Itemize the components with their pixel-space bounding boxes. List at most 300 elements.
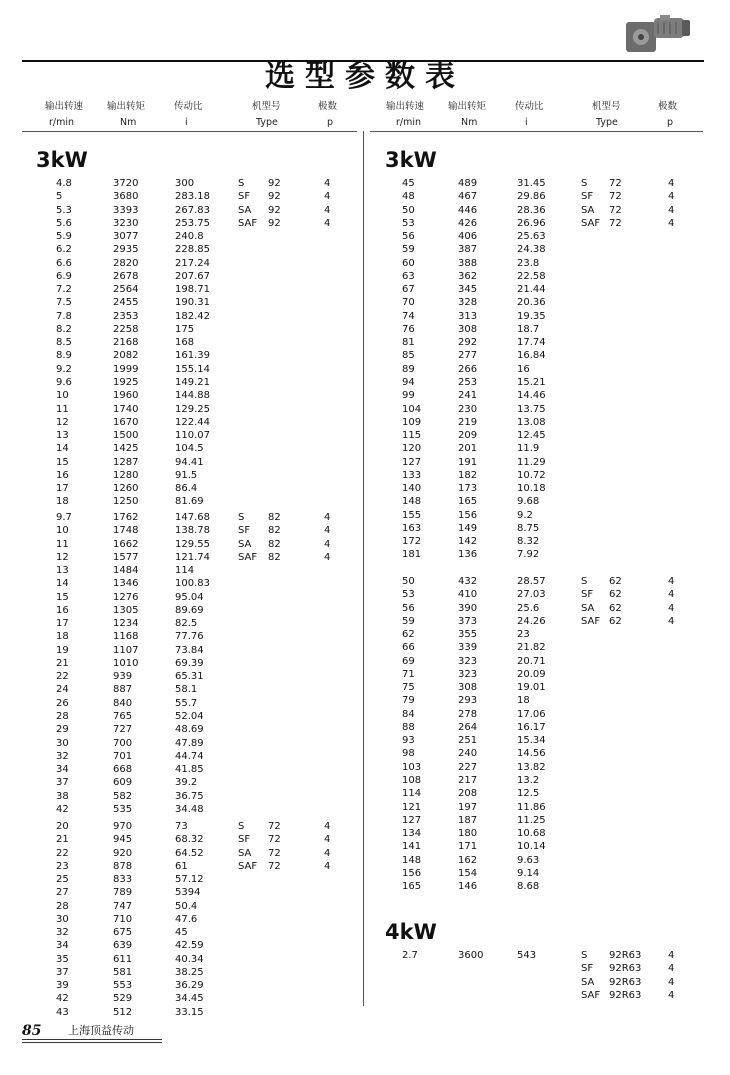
ratio-cell: 155.14 — [175, 363, 210, 375]
torque-cell: 1168 — [113, 631, 139, 643]
torque-cell: 426 — [458, 217, 478, 229]
torque-cell: 747 — [113, 900, 133, 912]
ratio-cell: 58.1 — [175, 684, 198, 696]
ratio-cell: 82.5 — [175, 618, 198, 630]
torque-cell: 1346 — [113, 578, 139, 590]
torque-cell: 553 — [113, 980, 133, 992]
speed-cell: 34 — [56, 764, 69, 776]
ratio-cell: 12.5 — [517, 788, 540, 800]
type-size-cell: 62 — [609, 602, 622, 614]
ratio-cell: 28.57 — [517, 576, 546, 587]
ratio-cell: 12.45 — [517, 430, 546, 442]
type-prefix-cell: SA — [238, 204, 252, 216]
torque-cell: 201 — [458, 443, 478, 455]
torque-cell: 700 — [113, 737, 133, 749]
torque-cell: 2564 — [113, 284, 139, 296]
speed-cell: 45 — [402, 178, 415, 189]
table-row — [0, 217, 730, 230]
type-prefix-cell: S — [238, 821, 245, 832]
ratio-cell: 36.29 — [175, 980, 204, 992]
torque-cell: 1762 — [113, 512, 139, 523]
poles-cell: 4 — [324, 204, 331, 216]
torque-cell: 323 — [458, 668, 478, 680]
speed-cell: 75 — [402, 682, 415, 694]
ratio-cell: 11.9 — [517, 443, 540, 455]
table-row — [0, 535, 730, 548]
col-poles-unit: p — [667, 117, 674, 128]
ratio-cell: 95.04 — [175, 591, 204, 603]
speed-cell: 14 — [56, 443, 69, 455]
speed-cell: 37 — [56, 777, 69, 789]
torque-cell: 1662 — [113, 538, 139, 550]
speed-cell: 13 — [56, 565, 69, 577]
speed-cell: 60 — [402, 257, 415, 269]
ratio-cell: 16.17 — [517, 721, 546, 733]
ratio-cell: 207.67 — [175, 270, 210, 282]
ratio-cell: 19.35 — [517, 310, 546, 322]
footer-rule — [22, 1039, 162, 1040]
speed-cell: 37 — [56, 966, 69, 978]
ratio-cell: 9.14 — [517, 867, 540, 879]
torque-cell: 765 — [113, 710, 133, 722]
speed-cell: 27 — [56, 887, 69, 899]
torque-cell: 208 — [458, 788, 478, 800]
torque-cell: 240 — [458, 748, 478, 760]
gear-motor-logo — [624, 10, 692, 58]
torque-cell: 970 — [113, 821, 133, 832]
ratio-cell: 23.8 — [517, 257, 540, 269]
speed-cell: 4.8 — [56, 178, 72, 189]
power-heading-right-4kw: 4kW — [385, 920, 437, 944]
table-row — [0, 429, 730, 442]
table-row — [0, 840, 730, 853]
speed-cell: 59 — [402, 615, 415, 627]
table-row — [0, 668, 730, 681]
speed-cell: 9.2 — [56, 363, 72, 375]
ratio-cell: 17.06 — [517, 708, 546, 720]
table-row — [0, 761, 730, 774]
ratio-cell: 16 — [517, 363, 530, 375]
type-size-cell: 82 — [268, 538, 281, 550]
torque-cell: 833 — [113, 874, 133, 886]
ratio-cell: 16.84 — [517, 350, 546, 362]
speed-cell: 21 — [56, 834, 69, 846]
ratio-cell: 81.69 — [175, 496, 204, 508]
ratio-cell: 94.41 — [175, 456, 204, 468]
torque-cell: 339 — [458, 642, 478, 654]
ratio-cell: 73 — [175, 821, 188, 832]
ratio-cell: 23 — [517, 629, 530, 641]
table-row — [0, 615, 730, 628]
speed-cell: 16 — [56, 469, 69, 481]
speed-cell: 181 — [402, 549, 422, 561]
speed-cell: 28 — [56, 710, 69, 722]
torque-cell: 727 — [113, 724, 133, 736]
poles-cell: 4 — [668, 589, 675, 601]
speed-cell: 71 — [402, 668, 415, 680]
ratio-cell: 18 — [517, 695, 530, 707]
torque-cell: 3230 — [113, 217, 139, 229]
table-row — [0, 976, 730, 989]
torque-cell: 1925 — [113, 376, 139, 388]
ratio-cell: 228.85 — [175, 244, 210, 256]
ratio-cell: 182.42 — [175, 310, 210, 322]
torque-cell: 2082 — [113, 350, 139, 362]
torque-cell: 1577 — [113, 551, 139, 563]
speed-cell: 11 — [56, 538, 69, 550]
ratio-cell: 149.21 — [175, 376, 210, 388]
speed-cell: 35 — [56, 953, 69, 965]
spec-table-right-4kw — [0, 949, 730, 1002]
ratio-cell: 122.44 — [175, 416, 210, 428]
ratio-cell: 77.76 — [175, 631, 204, 643]
ratio-cell: 15.21 — [517, 376, 546, 388]
torque-cell: 1425 — [113, 443, 139, 455]
speed-cell: 103 — [402, 761, 422, 773]
speed-cell: 10 — [56, 525, 69, 537]
ratio-cell: 14.46 — [517, 390, 546, 402]
speed-cell: 9.6 — [56, 376, 72, 388]
col-speed-unit: r/min — [396, 117, 422, 128]
type-prefix-cell: SF — [238, 191, 251, 203]
ratio-cell: 240.8 — [175, 231, 204, 243]
speed-cell: 8.2 — [56, 323, 72, 335]
speed-cell: 42 — [56, 803, 69, 815]
torque-cell: 1276 — [113, 591, 139, 603]
type-size-cell: 72 — [268, 860, 281, 872]
ratio-cell: 121.74 — [175, 551, 210, 563]
torque-cell: 467 — [458, 191, 478, 203]
poles-cell: 4 — [324, 191, 331, 203]
table-row — [0, 721, 730, 734]
type-size-cell: 92R63 — [609, 989, 642, 1001]
torque-cell: 136 — [458, 549, 478, 561]
ratio-cell: 33.15 — [175, 1006, 204, 1018]
torque-cell: 308 — [458, 682, 478, 694]
ratio-cell: 100.83 — [175, 578, 210, 590]
type-size-cell: 72 — [268, 847, 281, 859]
col-poles-label: 极数 — [318, 101, 338, 112]
type-size-cell: 62 — [609, 615, 622, 627]
speed-cell: 74 — [402, 310, 415, 322]
torque-cell: 156 — [458, 509, 478, 521]
ratio-cell: 64.52 — [175, 847, 204, 859]
torque-cell: 675 — [113, 927, 133, 939]
table-row — [0, 270, 730, 283]
torque-cell: 710 — [113, 913, 133, 925]
speed-cell: 120 — [402, 443, 422, 455]
type-size-cell: 72 — [609, 204, 622, 216]
type-prefix-cell: S — [238, 178, 245, 189]
torque-cell: 2258 — [113, 323, 139, 335]
ratio-cell: 129.25 — [175, 403, 210, 415]
torque-cell: 362 — [458, 270, 478, 282]
ratio-cell: 24.26 — [517, 615, 546, 627]
poles-cell: 4 — [668, 963, 675, 975]
speed-cell: 127 — [402, 814, 422, 826]
speed-cell: 69 — [402, 655, 415, 667]
type-prefix-cell: SAF — [581, 217, 601, 229]
speed-cell: 18 — [56, 496, 69, 508]
torque-cell: 197 — [458, 801, 478, 813]
spec-table-right-group-1 — [0, 177, 730, 562]
col-ratio-unit: i — [525, 117, 528, 128]
speed-cell: 6.2 — [56, 244, 72, 256]
type-prefix-cell: SA — [581, 602, 595, 614]
ratio-cell: 28.36 — [517, 204, 546, 216]
ratio-cell: 68.32 — [175, 834, 204, 846]
table-row — [0, 310, 730, 323]
col-speed-unit: r/min — [49, 117, 75, 128]
torque-cell: 2678 — [113, 270, 139, 282]
ratio-cell: 26.96 — [517, 217, 546, 229]
table-row — [0, 376, 730, 389]
speed-cell: 39 — [56, 980, 69, 992]
table-row — [0, 283, 730, 296]
ratio-cell: 10.72 — [517, 469, 546, 481]
ratio-cell: 104.5 — [175, 443, 204, 455]
ratio-cell: 144.88 — [175, 390, 210, 402]
torque-cell: 154 — [458, 867, 478, 879]
ratio-cell: 40.34 — [175, 953, 204, 965]
ratio-cell: 11.25 — [517, 814, 546, 826]
torque-cell: 840 — [113, 697, 133, 709]
ratio-cell: 41.85 — [175, 764, 204, 776]
ratio-cell: 48.69 — [175, 724, 204, 736]
torque-cell: 251 — [458, 735, 478, 747]
table-row — [0, 734, 730, 747]
ratio-cell: 52.04 — [175, 710, 204, 722]
ratio-cell: 29.86 — [517, 191, 546, 203]
speed-cell: 22 — [56, 671, 69, 683]
speed-cell: 25 — [56, 874, 69, 886]
poles-cell: 4 — [668, 576, 675, 587]
speed-cell: 84 — [402, 708, 415, 720]
table-row — [0, 336, 730, 349]
speed-cell: 7.8 — [56, 310, 72, 322]
table-row — [0, 509, 730, 522]
speed-cell: 89 — [402, 363, 415, 375]
ratio-cell: 44.74 — [175, 750, 204, 762]
ratio-cell: 147.68 — [175, 512, 210, 523]
ratio-cell: 13.08 — [517, 416, 546, 428]
torque-cell: 142 — [458, 536, 478, 548]
torque-cell: 3600 — [458, 950, 484, 961]
table-row — [0, 900, 360, 913]
table-row — [0, 495, 730, 508]
speed-cell: 7.2 — [56, 284, 72, 296]
ratio-cell: 21.82 — [517, 642, 546, 654]
torque-cell: 489 — [458, 178, 478, 189]
ratio-cell: 65.31 — [175, 671, 204, 683]
speed-cell: 50 — [402, 576, 415, 587]
torque-cell: 611 — [113, 953, 133, 965]
speed-cell: 19 — [56, 644, 69, 656]
speed-cell: 56 — [402, 231, 415, 243]
torque-cell: 180 — [458, 828, 478, 840]
torque-cell: 1234 — [113, 618, 139, 630]
poles-cell: 4 — [668, 204, 675, 216]
speed-cell: 148 — [402, 854, 422, 866]
ratio-cell: 38.25 — [175, 966, 204, 978]
col-type-unit: Type — [256, 117, 278, 128]
type-size-cell: 82 — [268, 512, 281, 523]
poles-cell: 4 — [324, 834, 331, 846]
ratio-cell: 20.71 — [517, 655, 546, 667]
speed-cell: 114 — [402, 788, 422, 800]
torque-cell: 1260 — [113, 483, 139, 495]
torque-cell: 323 — [458, 655, 478, 667]
speed-cell: 13 — [56, 430, 69, 442]
torque-cell: 217 — [458, 774, 478, 786]
torque-cell: 887 — [113, 684, 133, 696]
type-size-cell: 72 — [609, 217, 622, 229]
torque-cell: 1280 — [113, 469, 139, 481]
torque-cell: 1250 — [113, 496, 139, 508]
torque-cell: 171 — [458, 841, 478, 853]
speed-cell: 15 — [56, 591, 69, 603]
torque-cell: 173 — [458, 483, 478, 495]
torque-cell: 529 — [113, 993, 133, 1005]
speed-cell: 6.9 — [56, 270, 72, 282]
torque-cell: 278 — [458, 708, 478, 720]
col-torque-unit: Nm — [461, 117, 478, 128]
speed-cell: 12 — [56, 416, 69, 428]
torque-cell: 2168 — [113, 337, 139, 349]
table-row — [0, 442, 730, 455]
type-size-cell: 82 — [268, 551, 281, 563]
ratio-cell: 55.7 — [175, 697, 198, 709]
ratio-cell: 47.89 — [175, 737, 204, 749]
torque-cell: 146 — [458, 881, 478, 893]
speed-cell: 93 — [402, 735, 415, 747]
type-size-cell: 92 — [268, 217, 281, 229]
torque-cell: 789 — [113, 887, 133, 899]
table-row — [0, 363, 730, 376]
power-heading-left: 3kW — [36, 148, 88, 172]
speed-cell: 50 — [402, 204, 415, 216]
table-row — [0, 177, 730, 190]
speed-cell: 121 — [402, 801, 422, 813]
ratio-cell: 138.78 — [175, 525, 210, 537]
ratio-cell: 129.55 — [175, 538, 210, 550]
speed-cell: 21 — [56, 657, 69, 669]
ratio-cell: 300 — [175, 178, 195, 189]
type-size-cell: 72 — [268, 834, 281, 846]
ratio-cell: 20.09 — [517, 668, 546, 680]
ratio-cell: 39.2 — [175, 777, 198, 789]
table-row — [0, 456, 730, 469]
poles-cell: 4 — [324, 538, 331, 550]
torque-cell: 1107 — [113, 644, 139, 656]
poles-cell: 4 — [324, 821, 331, 832]
table-row — [0, 257, 730, 270]
speed-cell: 99 — [402, 390, 415, 402]
torque-cell: 191 — [458, 456, 478, 468]
ratio-cell: 190.31 — [175, 297, 210, 309]
torque-cell: 2935 — [113, 244, 139, 256]
torque-cell: 187 — [458, 814, 478, 826]
torque-cell: 308 — [458, 323, 478, 335]
ratio-cell: 9.68 — [517, 496, 540, 508]
table-row — [0, 575, 730, 588]
table-row — [0, 926, 360, 939]
ratio-cell: 50.4 — [175, 900, 198, 912]
torque-cell: 277 — [458, 350, 478, 362]
speed-cell: 22 — [56, 847, 69, 859]
torque-cell: 355 — [458, 629, 478, 641]
speed-cell: 115 — [402, 430, 422, 442]
poles-cell: 4 — [324, 512, 331, 523]
torque-cell: 2820 — [113, 257, 139, 269]
ratio-cell: 7.92 — [517, 549, 540, 561]
ratio-cell: 25.63 — [517, 231, 546, 243]
type-size-cell: 92R63 — [609, 950, 642, 961]
speed-cell: 32 — [56, 927, 69, 939]
torque-cell: 582 — [113, 790, 133, 802]
torque-cell: 3680 — [113, 191, 139, 203]
type-size-cell: 62 — [609, 576, 622, 587]
type-prefix-cell: SAF — [238, 551, 258, 563]
poles-cell: 4 — [324, 178, 331, 189]
poles-cell: 4 — [324, 847, 331, 859]
type-size-cell: 92R63 — [609, 963, 642, 975]
col-type-label: 机型号 — [592, 101, 621, 112]
torque-cell: 1010 — [113, 657, 139, 669]
speed-cell: 85 — [402, 350, 415, 362]
type-size-cell: 92 — [268, 191, 281, 203]
table-row — [0, 1006, 360, 1019]
speed-cell: 17 — [56, 618, 69, 630]
speed-cell: 8.5 — [56, 337, 72, 349]
speed-cell: 127 — [402, 456, 422, 468]
table-row — [0, 204, 730, 217]
torque-cell: 1484 — [113, 565, 139, 577]
table-row — [0, 681, 730, 694]
table-row — [0, 880, 730, 893]
ratio-cell: 10.68 — [517, 828, 546, 840]
speed-cell: 70 — [402, 297, 415, 309]
torque-cell: 406 — [458, 231, 478, 243]
ratio-cell: 11.29 — [517, 456, 546, 468]
ratio-cell: 45 — [175, 927, 188, 939]
speed-cell: 6.6 — [56, 257, 72, 269]
table-row — [0, 989, 730, 1002]
torque-cell: 639 — [113, 940, 133, 952]
torque-cell: 1287 — [113, 456, 139, 468]
speed-cell: 134 — [402, 828, 422, 840]
ratio-cell: 69.39 — [175, 657, 204, 669]
ratio-cell: 21.44 — [517, 284, 546, 296]
table-row — [0, 774, 730, 787]
torque-cell: 3393 — [113, 204, 139, 216]
table-row — [0, 913, 360, 926]
torque-cell: 609 — [113, 777, 133, 789]
speed-cell: 66 — [402, 642, 415, 654]
power-heading-right: 3kW — [385, 148, 437, 172]
torque-cell: 230 — [458, 403, 478, 415]
speed-cell: 141 — [402, 841, 422, 853]
ratio-cell: 13.75 — [517, 403, 546, 415]
torque-cell: 241 — [458, 390, 478, 402]
speed-cell: 133 — [402, 469, 422, 481]
poles-cell: 4 — [668, 602, 675, 614]
ratio-cell: 34.45 — [175, 993, 204, 1005]
speed-cell: 76 — [402, 323, 415, 335]
poles-cell: 4 — [324, 551, 331, 563]
torque-cell: 668 — [113, 764, 133, 776]
ratio-cell: 267.83 — [175, 204, 210, 216]
